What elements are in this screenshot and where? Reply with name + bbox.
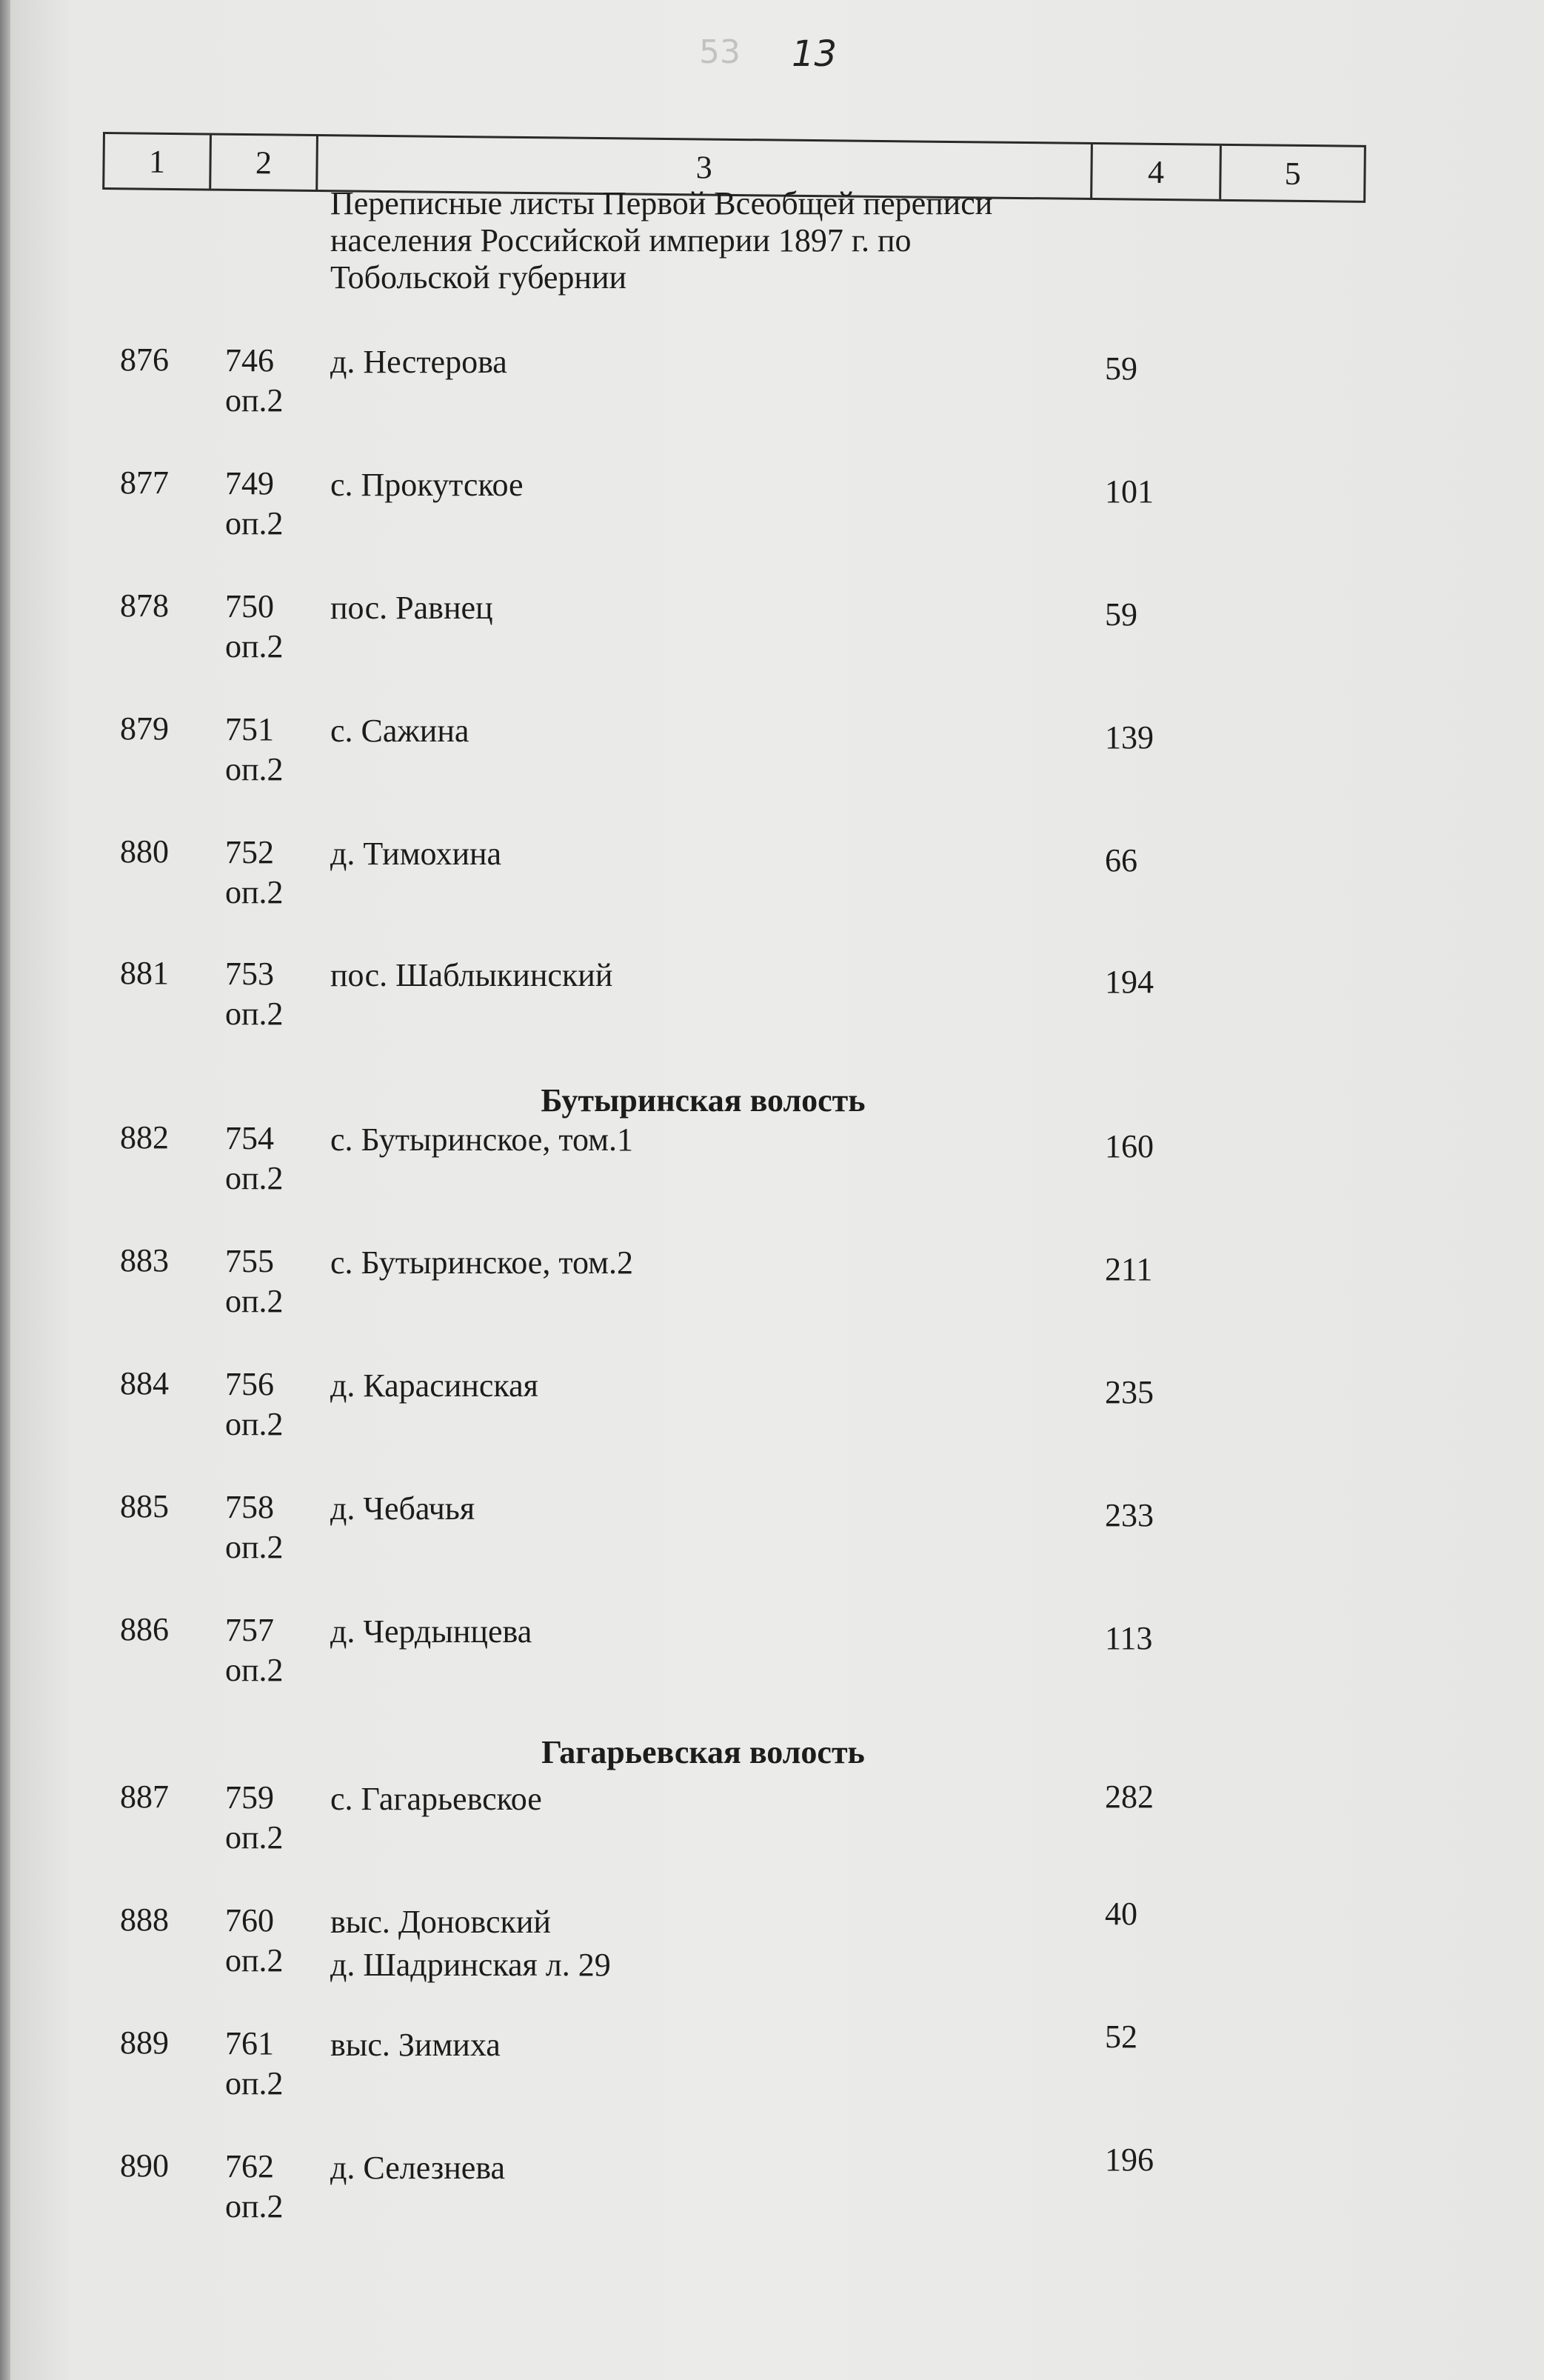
row-number: 881 bbox=[120, 955, 169, 991]
table-row bbox=[10, 1778, 1544, 1867]
volost-heading: Гагарьевская волость bbox=[541, 1734, 865, 1770]
place-name: д. Тимохина bbox=[330, 836, 502, 872]
row-number: 882 bbox=[120, 1119, 169, 1156]
place-name: пос. Равнец bbox=[330, 590, 493, 626]
table-row bbox=[10, 710, 1544, 799]
place-name: с. Бутыринское, том.2 bbox=[330, 1244, 633, 1281]
fond-number: 753 bbox=[225, 956, 274, 992]
page-stamp: 53 bbox=[699, 33, 741, 71]
table-row bbox=[10, 1610, 1544, 1699]
sheet-count: 233 bbox=[1105, 1497, 1154, 1533]
sheet-count: 196 bbox=[1105, 2141, 1154, 2178]
table-row bbox=[10, 1487, 1544, 1576]
document-page bbox=[10, 0, 1544, 2380]
opis-label: оп.2 bbox=[225, 874, 284, 910]
fond-number: 756 bbox=[225, 1366, 274, 1402]
place-name: д. Карасинская bbox=[330, 1367, 538, 1404]
opis-label: оп.2 bbox=[225, 1652, 284, 1688]
section-title bbox=[330, 185, 1108, 296]
opis-label: оп.2 bbox=[225, 505, 284, 541]
fond-cell bbox=[225, 833, 284, 913]
fond-number: 759 bbox=[225, 1779, 274, 1816]
place-name: пос. Шаблыкинский bbox=[330, 957, 613, 993]
fond-cell bbox=[225, 464, 284, 544]
opis-label: оп.2 bbox=[225, 1406, 284, 1442]
place-name: д. Нестерова bbox=[330, 344, 507, 380]
table-row bbox=[10, 1896, 1544, 1990]
place-name-secondary: д. Шадринская л. 29 bbox=[330, 1947, 611, 1983]
fond-cell bbox=[225, 587, 284, 667]
row-number: 883 bbox=[120, 1242, 169, 1279]
table-row bbox=[10, 2019, 1544, 2113]
page-edge-shadow bbox=[0, 0, 10, 2380]
sheet-count: 211 bbox=[1105, 1251, 1153, 1287]
row-number: 885 bbox=[120, 1488, 169, 1524]
section-title-line: Переписные листы Первой Всеобщей переписи bbox=[330, 185, 993, 221]
place-name: с. Бутыринское, том.1 bbox=[330, 1121, 633, 1158]
fond-cell bbox=[225, 2024, 284, 2104]
sheet-count: 66 bbox=[1105, 842, 1137, 879]
sheet-count: 40 bbox=[1105, 1896, 1137, 1932]
opis-label: оп.2 bbox=[225, 751, 284, 787]
opis-label: оп.2 bbox=[225, 2188, 284, 2224]
sheet-count: 101 bbox=[1105, 473, 1154, 510]
fond-cell bbox=[225, 1487, 284, 1567]
fond-cell bbox=[225, 954, 284, 1034]
fond-number: 751 bbox=[225, 711, 274, 747]
place-name: с. Прокутское bbox=[330, 467, 524, 503]
opis-label: оп.2 bbox=[225, 628, 284, 664]
opis-label: оп.2 bbox=[225, 1942, 284, 1979]
fond-cell bbox=[225, 1778, 284, 1858]
fond-cell bbox=[225, 1241, 284, 1321]
row-number: 877 bbox=[120, 464, 169, 501]
sheet-count: 139 bbox=[1105, 719, 1154, 756]
place-name: выс. Зимиха bbox=[330, 2027, 501, 2063]
fond-cell bbox=[225, 1364, 284, 1444]
sheet-count: 59 bbox=[1105, 350, 1137, 387]
row-number: 879 bbox=[120, 710, 169, 747]
table-row bbox=[10, 2141, 1544, 2236]
table-row bbox=[10, 1119, 1544, 1207]
sheet-count: 52 bbox=[1105, 2019, 1137, 2055]
fond-number: 757 bbox=[225, 1612, 274, 1648]
row-number: 884 bbox=[120, 1365, 169, 1401]
opis-label: оп.2 bbox=[225, 382, 284, 419]
volost-heading: Бутыринская волость bbox=[541, 1082, 866, 1119]
fond-cell bbox=[225, 1119, 284, 1199]
fond-number: 755 bbox=[225, 1243, 274, 1279]
fond-cell bbox=[225, 710, 284, 790]
opis-label: оп.2 bbox=[225, 1160, 284, 1196]
fond-number: 750 bbox=[225, 588, 274, 624]
sheet-count: 235 bbox=[1105, 1374, 1154, 1410]
row-number: 889 bbox=[120, 2024, 169, 2061]
row-number: 886 bbox=[120, 1611, 169, 1647]
header-col-5: 5 bbox=[1284, 155, 1301, 192]
row-number: 888 bbox=[120, 1901, 169, 1938]
row-number: 878 bbox=[120, 587, 169, 624]
fond-number: 746 bbox=[225, 342, 274, 379]
place-name: с. Гагарьевское bbox=[330, 1781, 542, 1817]
opis-label: оп.2 bbox=[225, 1529, 284, 1565]
place-name-cell bbox=[330, 1901, 611, 1987]
sheet-count: 59 bbox=[1105, 596, 1137, 633]
fond-cell bbox=[225, 2147, 284, 2227]
row-number: 887 bbox=[120, 1779, 169, 1815]
place-name: с. Сажина bbox=[330, 713, 469, 749]
fond-number: 758 bbox=[225, 1489, 274, 1525]
row-number: 876 bbox=[120, 341, 169, 378]
fond-cell bbox=[225, 1610, 284, 1690]
table-row bbox=[10, 1364, 1544, 1453]
table-row bbox=[10, 587, 1544, 676]
sheet-count: 113 bbox=[1105, 1620, 1153, 1656]
place-name: д. Чердынцева bbox=[330, 1613, 532, 1650]
fond-cell bbox=[225, 341, 284, 421]
sheet-count: 282 bbox=[1105, 1779, 1154, 1815]
fond-number: 761 bbox=[225, 2025, 274, 2061]
header-col-2: 2 bbox=[211, 136, 318, 190]
table-row bbox=[10, 954, 1544, 1043]
fond-number: 762 bbox=[225, 2148, 274, 2184]
header-col-4: 4 bbox=[1092, 144, 1223, 199]
table-row bbox=[10, 833, 1544, 921]
sheet-count: 194 bbox=[1105, 964, 1154, 1000]
fond-number: 760 bbox=[225, 1902, 274, 1939]
fond-number: 749 bbox=[225, 465, 274, 501]
row-number: 880 bbox=[120, 833, 169, 870]
page-number: 13 bbox=[792, 33, 838, 75]
section-title-line: населения Российской империи 1897 г. по bbox=[330, 222, 912, 259]
opis-label: оп.2 bbox=[225, 996, 284, 1032]
header-col-1: 1 bbox=[104, 134, 212, 189]
fond-number: 752 bbox=[225, 834, 274, 870]
header-col-3: 3 bbox=[318, 136, 1092, 198]
fond-cell bbox=[225, 1901, 284, 1981]
section-title-line: Тобольской губернии bbox=[330, 259, 627, 296]
table-row bbox=[10, 1241, 1544, 1330]
place-name: выс. Доновский bbox=[330, 1904, 551, 1940]
table-row bbox=[10, 341, 1544, 430]
place-name: д. Селезнева bbox=[330, 2150, 506, 2186]
opis-label: оп.2 bbox=[225, 1819, 284, 1856]
fond-number: 754 bbox=[225, 1120, 274, 1156]
opis-label: оп.2 bbox=[225, 1283, 284, 1319]
sheet-count: 160 bbox=[1105, 1128, 1154, 1164]
row-number: 890 bbox=[120, 2147, 169, 2184]
table-row bbox=[10, 464, 1544, 553]
opis-label: оп.2 bbox=[225, 2065, 284, 2101]
place-name: д. Чебачья bbox=[330, 1490, 475, 1527]
